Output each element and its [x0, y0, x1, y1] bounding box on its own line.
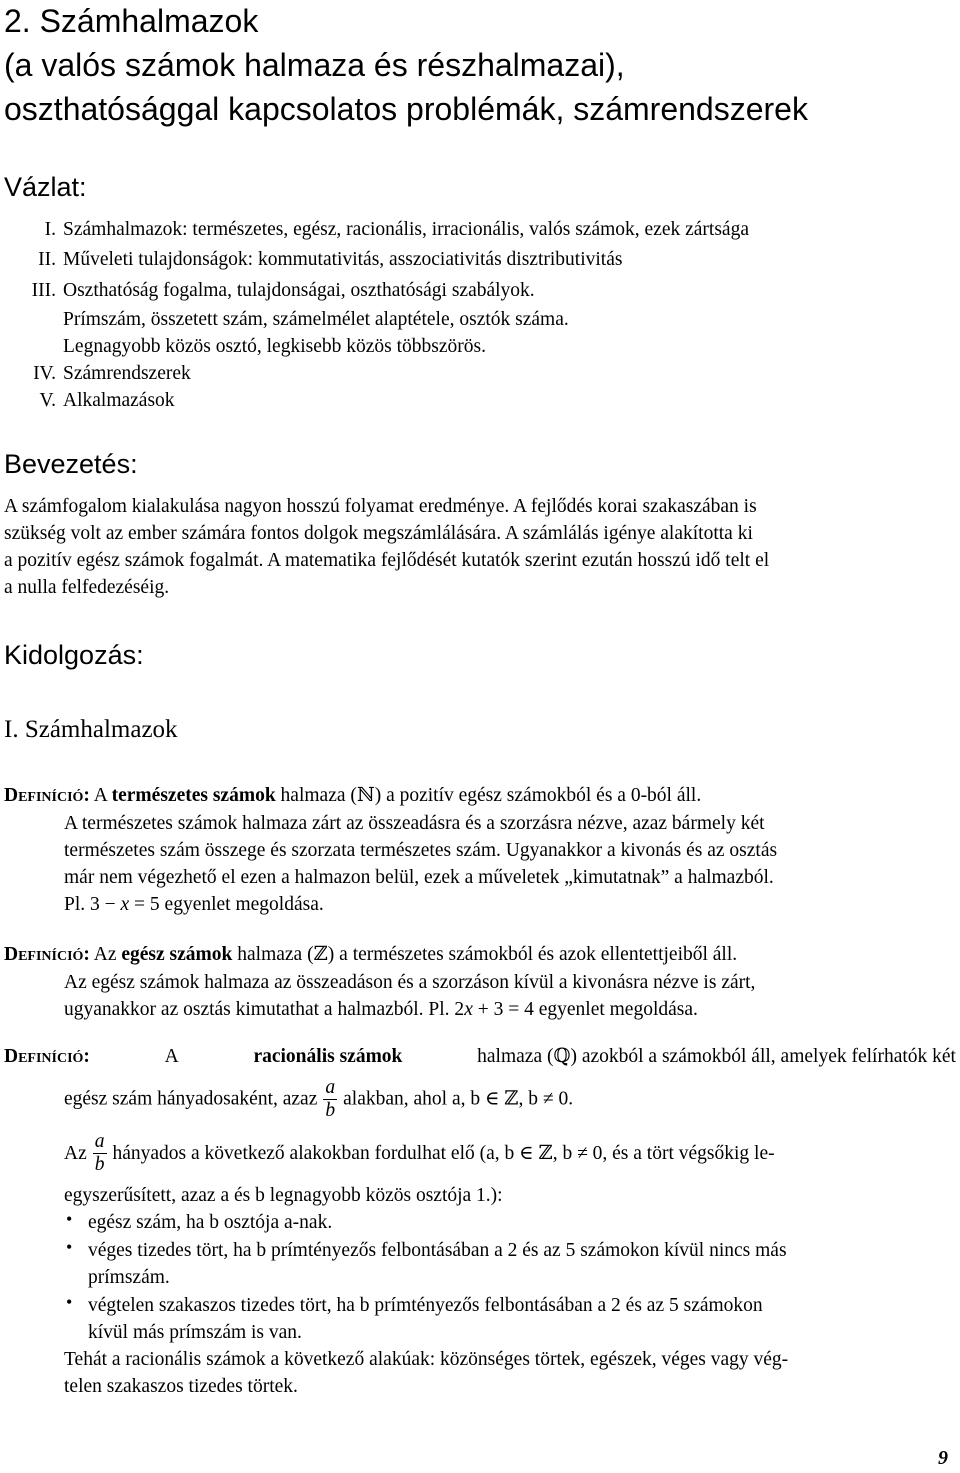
- outline-item-text: Műveleti tulajdonságok: kommutativitás, asszociativitás disztributivitás: [63, 249, 623, 270]
- outline-item-number: IV.: [33, 363, 56, 384]
- outline-item-text: Számhalmazok: természetes, egész, racionális, irracionális, valós számok, ezek zártsága: [63, 219, 749, 240]
- def1-body: [64, 810, 956, 918]
- definition-label: Definíció:: [4, 785, 90, 806]
- def1-line-1: A természetes számok halmaza zárt az összeadásra és a szorzásra nézve, azaz bármely két: [64, 813, 765, 834]
- def1-example: Pl. 3 − x = 5 egyenlet megoldása.: [64, 894, 324, 915]
- intro-paragraph: [4, 493, 956, 601]
- def1-term: természetes számok: [111, 785, 276, 806]
- definition-integer: [4, 941, 737, 968]
- def2-line-1: Az egész számok halmaza az összeadáson és a szorzáson kívül a kivonásra nézve is zárt,: [64, 972, 756, 993]
- fraction-a-over-b: $\frac{a}{b}$: [94, 1131, 105, 1175]
- page-title-line-2: (a valós számok halmaza és részhalmazai),: [4, 47, 625, 83]
- intro-line-4: a nulla felfedezéséig.: [4, 577, 170, 598]
- def1-post: halmaza (ℕ) a pozitív egész számokból és a 0-ból áll.: [280, 785, 702, 806]
- def1-line-2: természetes szám összege és szorzata természetes szám. Ugyanakkor a kivonás és az osztás: [64, 840, 778, 861]
- bullet-item-1: egész szám, ha b osztója a-nak.: [88, 1212, 333, 1233]
- def1-pre: A: [93, 785, 107, 806]
- outline-heading: Vázlat:: [4, 172, 87, 202]
- def2-term: egész számok: [121, 944, 233, 965]
- outline-item-text: Számrendszerek: [63, 363, 191, 384]
- work-heading: Kidolgozás:: [4, 640, 144, 670]
- outline-item-number: V.: [39, 390, 56, 411]
- def3-line-3: Az $\frac{a}{b}$ hányados a következő alakokban fordulhat elő (a, b ∈ ℤ, b ≠ 0, és a tört végsőkig le-: [64, 1131, 775, 1175]
- bullet-icon: •: [66, 1292, 73, 1312]
- outline-item-number: II.: [38, 249, 56, 270]
- page-title-line-3: oszthatósággal kapcsolatos problémák, számrendszerek: [4, 91, 808, 127]
- outline-item-number: III.: [31, 280, 56, 301]
- def1-line-3: már nem végezhető el ezen a halmazon belül, ezek a műveletek „kimutatnak” a halmazból.: [64, 867, 774, 888]
- outline-item-text: Alkalmazások: [63, 390, 175, 411]
- definition-label: Definíció:: [4, 944, 90, 965]
- bullet-item-3: végtelen szakaszos tizedes tört, ha b prímtényezős felbontásában a 2 és az 5 számokon kívül más prímszám is van.: [88, 1295, 763, 1343]
- def2-body: [64, 969, 956, 1023]
- def3-line-1: Definíció: A racionális számok halmaza (ℚ) azokból a számokból áll, amelyek felírhatók két: [4, 1046, 956, 1067]
- page-title-line-1: 2. Számhalmazok: [4, 3, 259, 39]
- intro-line-2: szükség volt az ember számára fontos dolgok megszámlálására. A számlálás igénye alakította ki: [4, 523, 753, 544]
- def3-line-4: egyszerűsített, azaz a és b legnagyobb közös osztója 1.):: [64, 1185, 503, 1206]
- def2-post: halmaza (ℤ) a természetes számokból és azok ellentettjeiből áll.: [237, 944, 738, 965]
- outline-item-text: Prímszám, összetett szám, számelmélet alaptétele, osztók száma.: [63, 309, 569, 330]
- page-number: 9: [938, 1447, 948, 1469]
- def3-summary: Tehát a racionális számok a következő alakúak: közönséges törtek, egészek, véges vagy vég- telen szakaszos tizedes törtek.: [64, 1349, 789, 1397]
- def2-example: ugyanakkor az osztás kimutathat a halmazból. Pl. 2x + 3 = 4 egyenlet megoldása.: [64, 999, 698, 1020]
- outline-item-number: I.: [44, 219, 56, 240]
- intro-line-1: A számfogalom kialakulása nagyon hosszú folyamat eredménye. A fejlődés korai szakaszában is: [4, 496, 757, 517]
- bullet-icon: •: [66, 1209, 73, 1229]
- outline-item-text: Legnagyobb közös osztó, legkisebb közös többszörös.: [63, 336, 486, 357]
- section-heading: I. Számhalmazok: [4, 716, 178, 743]
- def3-line-2: egész szám hányadosaként, azaz $\frac{a}{b}$ alakban, ahol a, b ∈ ℤ, b ≠ 0.: [64, 1077, 574, 1121]
- fraction-a-over-b: $\frac{a}{b}$: [325, 1077, 336, 1121]
- definition-rational: [4, 1043, 956, 1070]
- intro-line-3: a pozitív egész számok fogalmát. A matematika fejlődését kutatók szerint ezután hosszú idő telt el: [4, 550, 770, 571]
- definition-natural: [4, 782, 701, 809]
- def2-pre: Az: [93, 944, 117, 965]
- bullet-icon: •: [66, 1237, 73, 1257]
- outline-item-text: Oszthatóság fogalma, tulajdonságai, oszthatósági szabályok.: [63, 280, 535, 301]
- intro-heading: Bevezetés:: [4, 449, 138, 479]
- bullet-item-2: véges tizedes tört, ha b prímtényezős felbontásában a 2 és az 5 számokon kívül nincs más prímszám.: [88, 1240, 787, 1288]
